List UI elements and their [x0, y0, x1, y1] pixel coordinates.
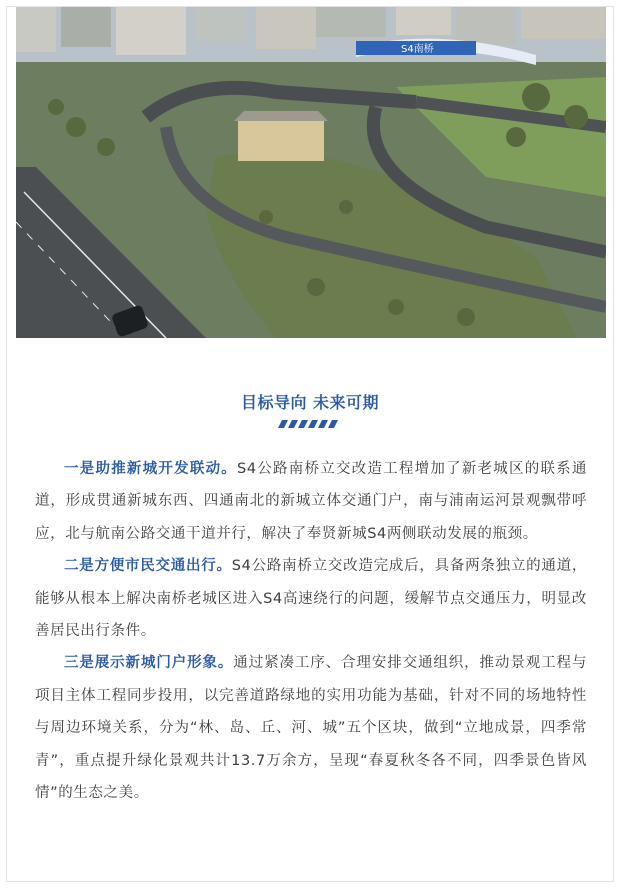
article-body — [35, 453, 587, 809]
paragraph-commute — [35, 550, 587, 647]
paragraph-text: 通过紧凑工序、合理安排交通组织，推动景观工程与项目主体工程同步投用，以完善道路绿地的实用功能为基础，针对不同的场地特性与周边环境关系，分为“林、岛、丘、河、城”五个区块，做到“立地成景，四季常青”，重点提升绿化景观共计13.7万余方，呈现“春夏秋冬各不同，四季景色皆风情”的生态之美。 — [35, 655, 587, 802]
paragraph-lead: 二是方便市民交通出行。 — [64, 558, 232, 575]
paragraph-development — [35, 453, 587, 550]
paragraph-gateway — [35, 647, 587, 809]
paragraph-lead: 一是助推新城开发联动。 — [64, 461, 238, 477]
paragraph-lead: 三是展示新城门户形象。 — [64, 655, 234, 672]
article-card — [6, 6, 614, 882]
title-stripe-decoration — [278, 420, 342, 428]
paragraph-text: S4公路南桥立交改造完成后，具备两条独立的通道，能够从根本上解决南桥老城区进入S4高速绕行的问题，缓解节点交通压力，明显改善居民出行条件。 — [35, 558, 587, 640]
toll-sign-text: S4南桥 — [401, 44, 434, 55]
section-title: 目标导向 未来可期 — [240, 393, 380, 412]
paragraph-text: S4公路南桥立交改造工程增加了新老城区的联系通道，形成贯通新城东西、四通南北的新城立体交通门户，南与浦南运河景观飘带呼应，北与航南公路交通干道并行，解决了奉贤新城S4两侧联动发展的瓶颈。 — [35, 461, 587, 542]
aerial-photo-interchange — [16, 7, 606, 338]
interchange-illustration — [16, 7, 606, 338]
